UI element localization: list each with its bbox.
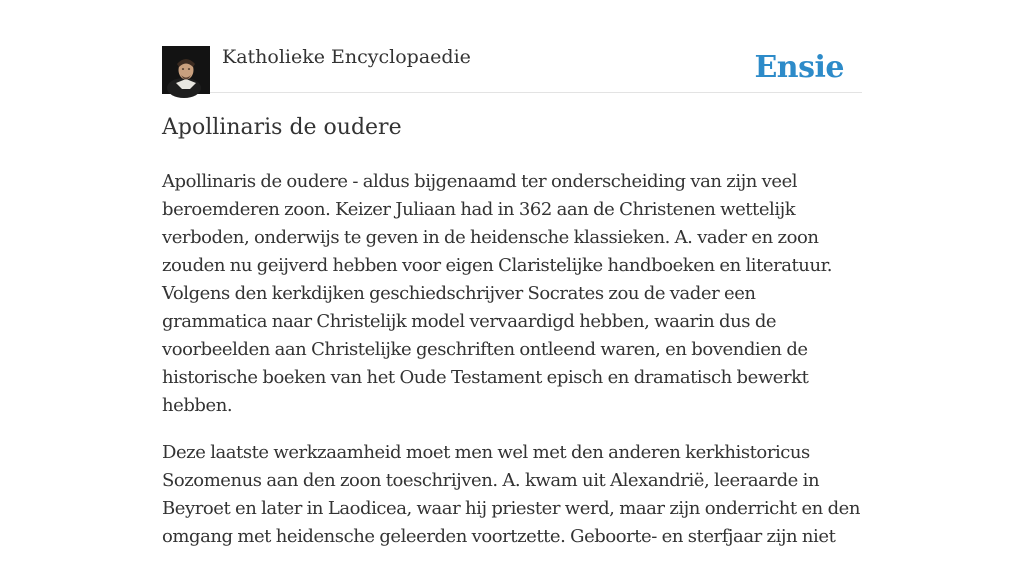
source-name[interactable]: Katholieke Encyclopaedie [222, 46, 471, 68]
source-header [162, 44, 862, 93]
portrait-avatar-icon[interactable] [162, 46, 210, 94]
page-title: Apollinaris de oudere [162, 115, 402, 140]
brand-logo[interactable]: Ensie [754, 50, 844, 85]
article-paragraph: Deze laatste werkzaamheid moet men wel met den anderen kerkhistoricus Sozomenus aan den zoon toeschrijven. A. kwam uit Alexandrië, leeraarde in Beyroet en later in Laodicea, waar hij priester werd, maar zijn onderricht en den omgang met heidensche geleerden voortzette. Geboorte- en sterfjaar zijn niet [162, 442, 860, 547]
article-body [162, 168, 862, 570]
article-paragraph: Apollinaris de oudere - aldus bijgenaamd ter onderscheiding van zijn veel beroemderen zoon. Keizer Juliaan had in 362 aan de Christenen wettelijk verboden, onderwijs te geven in de heidensche klassieken. A. vader en zoon zouden nu geijverd hebben voor eigen Claristelijke handboeken en literatuur. Volgens den kerkdijken geschiedschrijver Socrates zou de vader een grammatica naar Christelijk model vervaardigd hebben, waarin dus de voorbeelden aan Christelijke geschriften ontleend waren, en bovendien de historische boeken van het Oude Testament episch en dramatisch bewerkt hebben. [162, 171, 833, 416]
